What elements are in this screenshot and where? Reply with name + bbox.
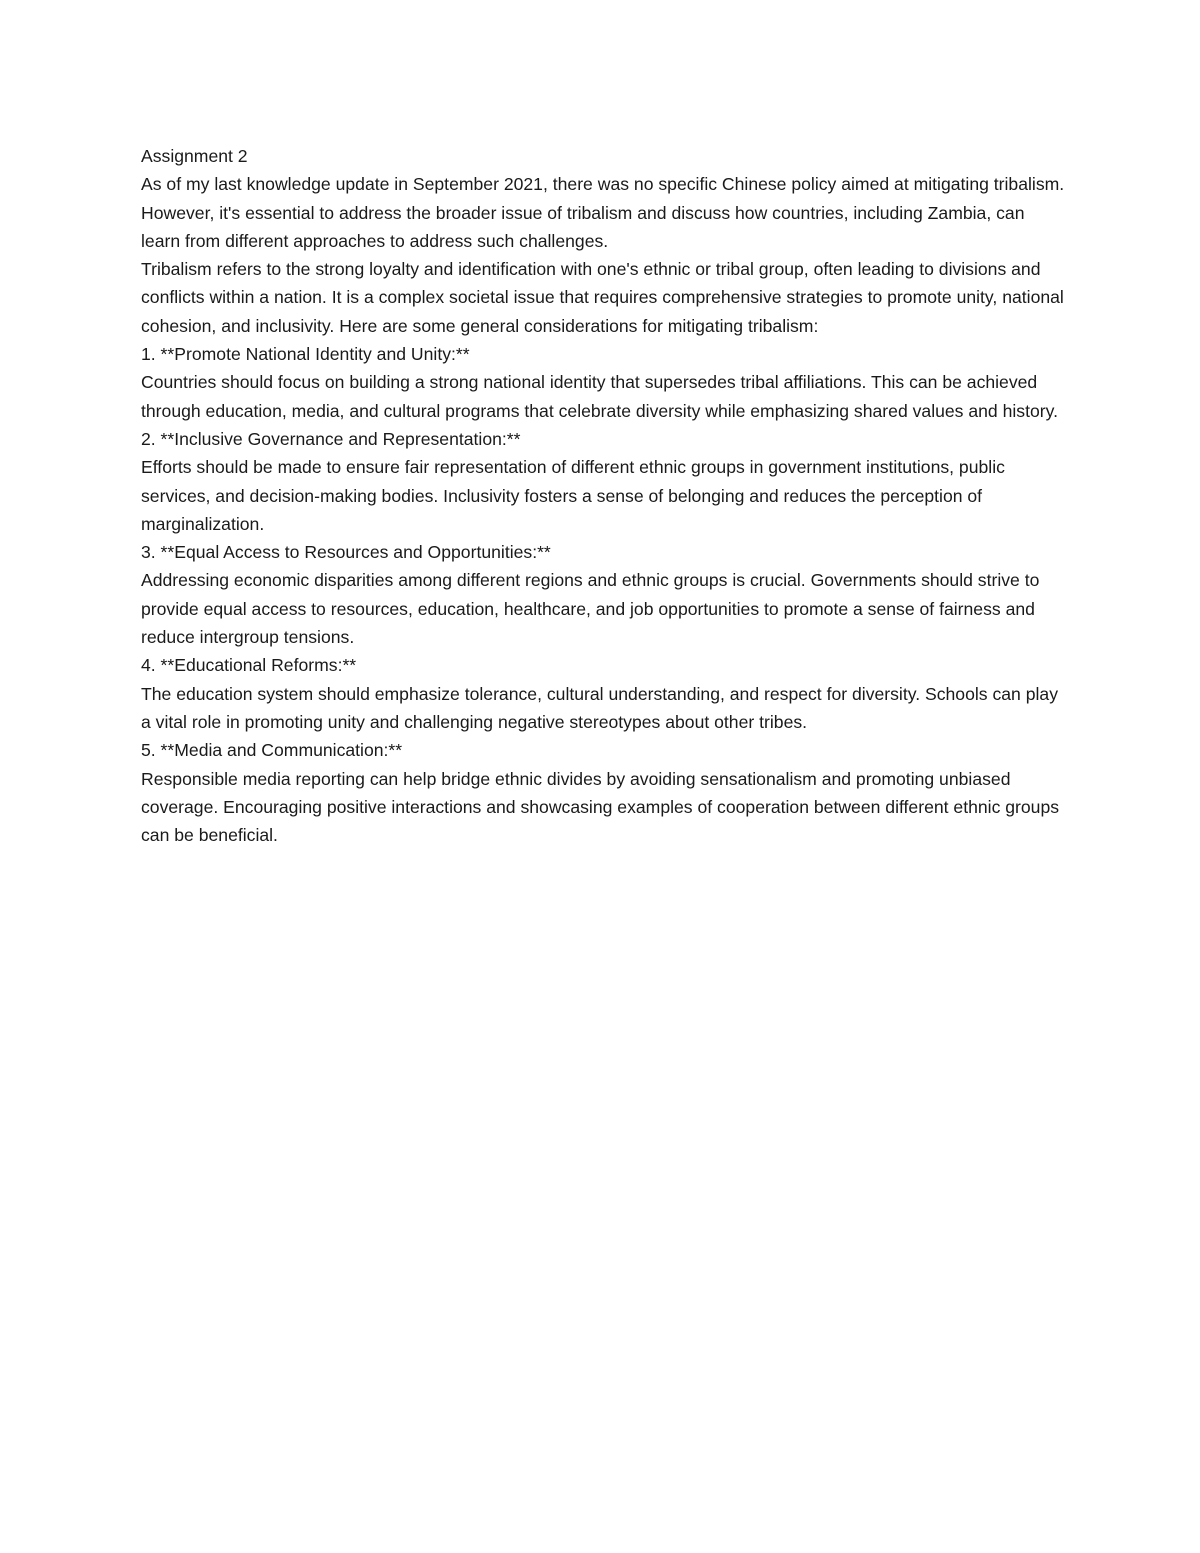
- section-heading: 4. **Educational Reforms:**: [141, 655, 357, 676]
- tribalism-paragraph: Tribalism refers to the strong loyalty and identification with one's ethnic or tribal group, often leading to divisions and conflicts within a nation. It is a complex societal issue that requires comprehensive strategies to promote unity, national cohesion, and inclusivity. Here are some general considerations for mitigating tribalism:: [141, 259, 1064, 336]
- document-body: [141, 142, 1066, 849]
- section-body: Responsible media reporting can help bridge ethnic divides by avoiding sensationalism and promoting unbiased coverage. Encouraging positive interactions and showcasing examples of cooperation between different ethnic groups can be beneficial.: [141, 768, 1060, 846]
- section-body: Countries should focus on building a strong national identity that supersedes tribal affiliations. This can be achieved through education, media, and cultural programs that celebrate diversity while emphasizing shared values and history.: [141, 372, 1059, 421]
- section-heading: 5. **Media and Communication:**: [141, 740, 403, 761]
- section-heading: 3. **Equal Access to Resources and Opportunities:**: [141, 542, 551, 563]
- section-heading: 1. **Promote National Identity and Unity:**: [141, 344, 470, 365]
- intro-paragraph: As of my last knowledge update in September 2021, there was no specific Chinese policy aimed at mitigating tribalism. However, it's essential to address the broader issue of tribalism and discuss how countries, including Zambia, can learn from different approaches to address such challenges.: [141, 174, 1065, 251]
- section-body: Efforts should be made to ensure fair representation of different ethnic groups in government institutions, public services, and decision-making bodies. Inclusivity fosters a sense of belonging and reduces the perception of marginalization.: [141, 457, 1005, 534]
- section-body: The education system should emphasize tolerance, cultural understanding, and respect for diversity. Schools can play a vital role in promoting unity and challenging negative stereotypes about other tribes.: [141, 683, 1059, 732]
- section-body: Addressing economic disparities among different regions and ethnic groups is crucial. Governments should strive to provide equal access to resources, education, healthcare, and job opportunities to promote a sense of fairness and reduce intergroup tensions.: [141, 570, 1040, 648]
- section-heading: 2. **Inclusive Governance and Representation:**: [141, 428, 521, 449]
- document-title: Assignment 2: [141, 146, 248, 166]
